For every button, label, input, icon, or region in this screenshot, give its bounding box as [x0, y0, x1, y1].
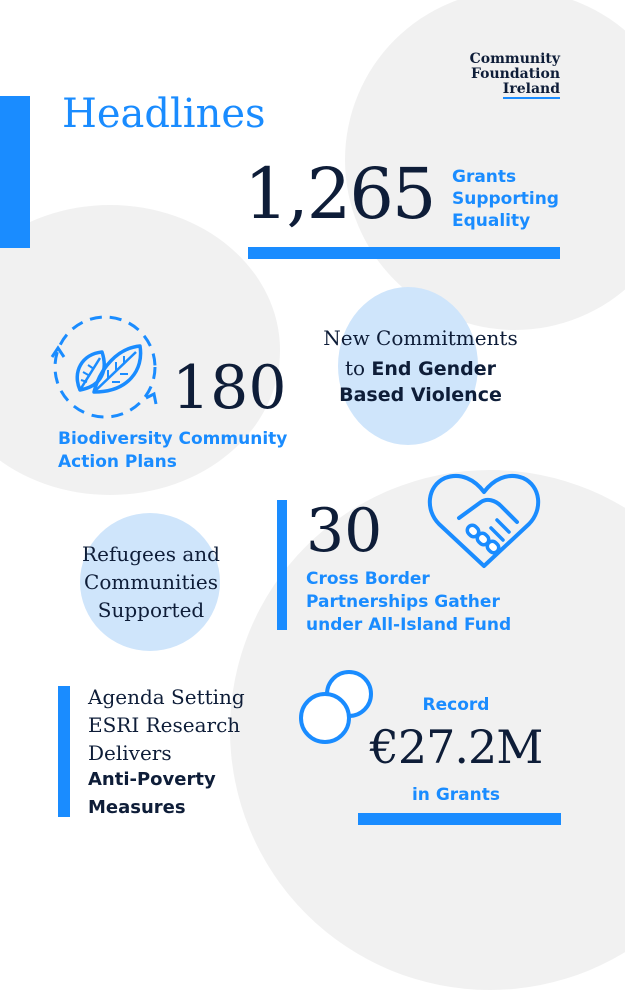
logo [440, 52, 560, 99]
refugees-text [62, 540, 240, 624]
gender-line-2-plain: to [344, 356, 372, 380]
grants-label [452, 166, 559, 232]
grants-label-line-2: Supporting [452, 189, 559, 209]
logo-line-1: Community [469, 51, 560, 67]
refugees-line-3: Supported [97, 598, 205, 622]
record-bottom-label: in Grants [411, 785, 500, 805]
logo-line-3: Ireland [502, 81, 560, 97]
refugees-line-1: Refugees and [82, 542, 220, 566]
record-top-label: Record [422, 695, 490, 715]
leaf-cycle-icon [50, 312, 166, 422]
grants-number: 1,265 [244, 153, 435, 235]
cross-border-number: 30 [306, 496, 383, 566]
cross-border-label-line-3: under All-Island Fund [306, 615, 512, 635]
page-title: Headlines [62, 91, 266, 137]
cross-border-label [306, 568, 511, 637]
cross-border-accent-bar [277, 500, 287, 630]
gender-line-3: Based Violence [339, 384, 502, 406]
refugees-line-2: Communities [84, 570, 218, 594]
esri-line-2: ESRI Research [88, 713, 241, 737]
biodiversity-number: 180 [172, 353, 287, 423]
biodiversity-label [58, 428, 287, 474]
esri-line-1: Agenda Setting [88, 685, 245, 709]
record-amount: €27.2M [369, 720, 543, 774]
esri-accent-bar [58, 686, 70, 817]
biodiversity-label-line-1: Biodiversity Community [58, 429, 288, 449]
esri-text [88, 683, 245, 767]
biodiversity-label-line-2: Action Plans [58, 452, 177, 472]
esri-line-3: Delivers [88, 741, 172, 765]
gender-line-2 [308, 355, 533, 382]
esri-bold-line-2: Measures [88, 797, 186, 818]
gender-line-1: New Commitments [323, 326, 518, 350]
cross-border-label-line-1: Cross Border [306, 569, 430, 589]
logo-line-2: Foundation [470, 66, 560, 82]
heart-handshake-icon [425, 470, 543, 576]
title-accent-bar [0, 96, 30, 248]
grants-label-line-3: Equality [452, 211, 531, 231]
grants-label-line-1: Grants [452, 167, 517, 187]
record-underline-bar [358, 813, 561, 825]
esri-bold-text [88, 766, 216, 822]
gender-line-2-bold: End Gender [371, 358, 497, 380]
cross-border-label-line-2: Partnerships Gather [306, 592, 500, 612]
grants-underline-bar [248, 247, 560, 259]
esri-bold-line-1: Anti-Poverty [88, 769, 216, 790]
